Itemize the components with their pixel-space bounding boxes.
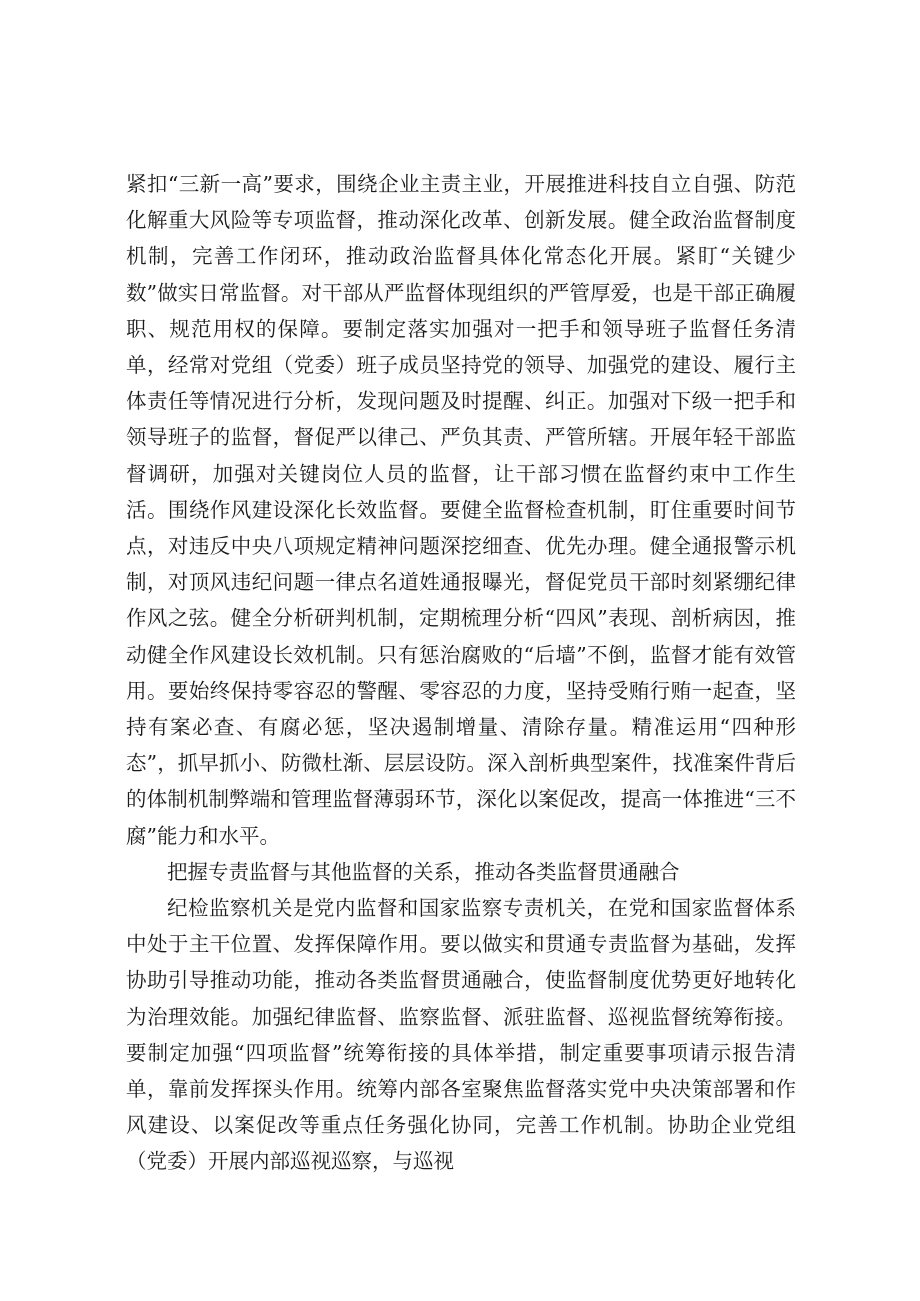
document-body	[126, 166, 796, 1180]
body-paragraph-1: 紧扣“三新一高”要求，围绕企业主责主业，开展推进科技自立自强、防范化解重大风险等专项监督，推动深化改革、创新发展。健全政治监督制度机制，完善工作闭环，推动政治监督具体化常态化开展。紧盯“关键少数”做实日常监督。对干部从严监督体现组织的严管厚爱，也是干部正确履职、规范用权的保障。要制定落实加强对一把手和领导班子监督任务清单，经常对党组（党委）班子成员坚持党的领导、加强党的建设、履行主体责任等情况进行分析，发现问题及时提醒、纠正。加强对下级一把手和领导班子的监督，督促严以律己、严负其责、严管所辖。开展年轻干部监督调研，加强对关键岗位人员的监督，让干部习惯在监督约束中工作生活。围绕作风建设深化长效监督。要健全监督检查机制，盯住重要时间节点，对违反中央八项规定精神问题深挖细查、优先办理。健全通报警示机制，对顶风违纪问题一律点名道姓通报曝光，督促党员干部时刻紧绷纪律作风之弦。健全分析研判机制，定期梳理分析“四风”表现、剖析病因，推动健全作风建设长效机制。只有惩治腐败的“后墙”不倒，监督才能有效管用。要始终保持零容忍的警醒、零容忍的力度，坚持受贿行贿一起查，坚持有案必查、有腐必惩，坚决遏制增量、清除存量。精准运用“四种形态”，抓早抓小、防微杜渐、层层设防。深入剖析典型案件，找准案件背后的体制机制弊端和管理监督薄弱环节，深化以案促改，提高一体推进“三不腐”能力和水平。	[126, 172, 796, 848]
section-heading: 把握专责监督与其他监督的关系，推动各类监督贯通融合	[167, 859, 680, 884]
body-paragraph-2: 纪检监察机关是党内监督和国家监察专责机关，在党和国家监督体系中处于主干位置、发挥保障作用。要以做实和贯通专责监督为基础，发挥协助引导推动功能，推动各类监督贯通融合，使监督制度优势更好地转化为治理效能。加强纪律监督、监察监督、派驻监督、巡视监督统筹衔接。要制定加强“四项监督”统筹衔接的具体举措，制定重要事项请示报告清单，靠前发挥探头作用。统筹内部各室聚焦监督落实党中央决策部署和作风建设、以案促改等重点任务强化协同，完善工作机制。协助企业党组（党委）开展内部巡视巡察，与巡视	[126, 896, 796, 1174]
